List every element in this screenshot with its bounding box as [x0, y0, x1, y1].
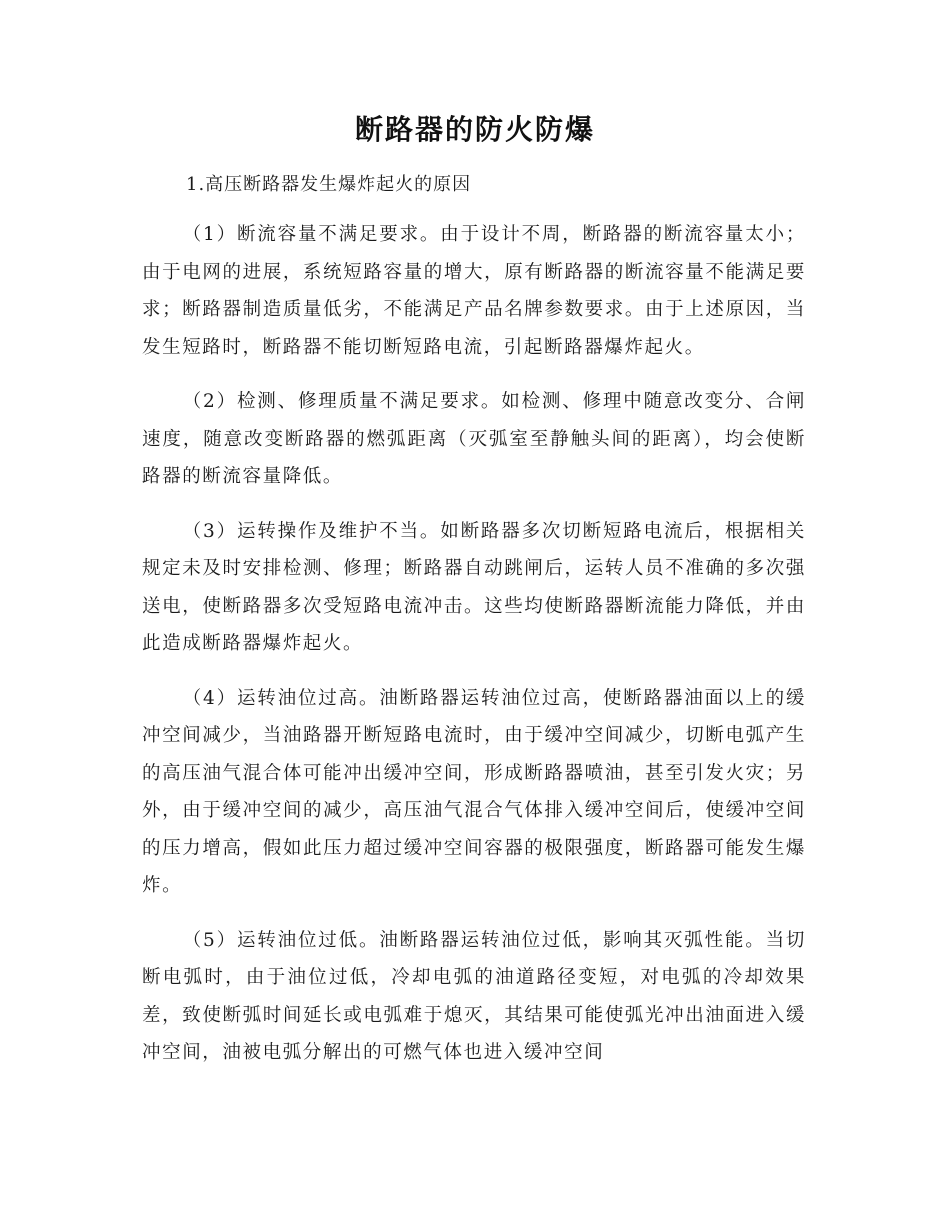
paragraph-4: （4）运转油位过高。油断路器运转油位过高，使断路器油面以上的缓冲空间减少，当油路器开断短路电流时，由于缓冲空间减少，切断电弧产生的高压油气混合体可能冲出缓冲空间，形成断路器喷油，甚至引发火灾；另外，由于缓冲空间的减少，高压油气混合气体排入缓冲空间后，使缓冲空间的压力增高，假如此压力超过缓冲空间容器的极限强度，断路器可能发生爆炸。 — [142, 687, 806, 896]
document-body — [142, 216, 806, 1089]
paragraph-2: （2）检测、修理质量不满足要求。如检测、修理中随意改变分、合闸速度，随意改变断路器的燃弧距离（灭弧室至静触头间的距离），均会使断路器的断流容量降低。 — [142, 391, 806, 487]
document-title: 断路器的防火防爆 — [354, 113, 595, 146]
paragraph-5: （5）运转油位过低。油断路器运转油位过低，影响其灭弧性能。当切断电弧时，由于油位过低，冷却电弧的油道路径变短，对电弧的冷却效果差，致使断弧时间延长或电弧难于熄灭，其结果可能使弧光冲出油面进入缓冲空间，油被电弧分解出的可燃气体也进入缓冲空间 — [142, 929, 806, 1063]
section-heading: 1.高压断路器发生爆炸起火的原因 — [186, 174, 472, 195]
paragraph-1: （1）断流容量不满足要求。由于设计不周，断路器的断流容量太小；由于电网的进展，系统短路容量的增大，原有断路器的断流容量不能满足要求；断路器制造质量低劣，不能满足产品名牌参数要求。由于上述原因，当发生短路时，断路器不能切断短路电流，引起断路器爆炸起火。 — [142, 224, 806, 358]
paragraph-3: （3）运转操作及维护不当。如断路器多次切断短路电流后，根据相关规定未及时安排检测、修理；断路器自动跳闸后，运转人员不准确的多次强送电，使断路器多次受短路电流冲击。这些均使断路器断流能力降低，并由此造成断路器爆炸起火。 — [142, 520, 806, 654]
